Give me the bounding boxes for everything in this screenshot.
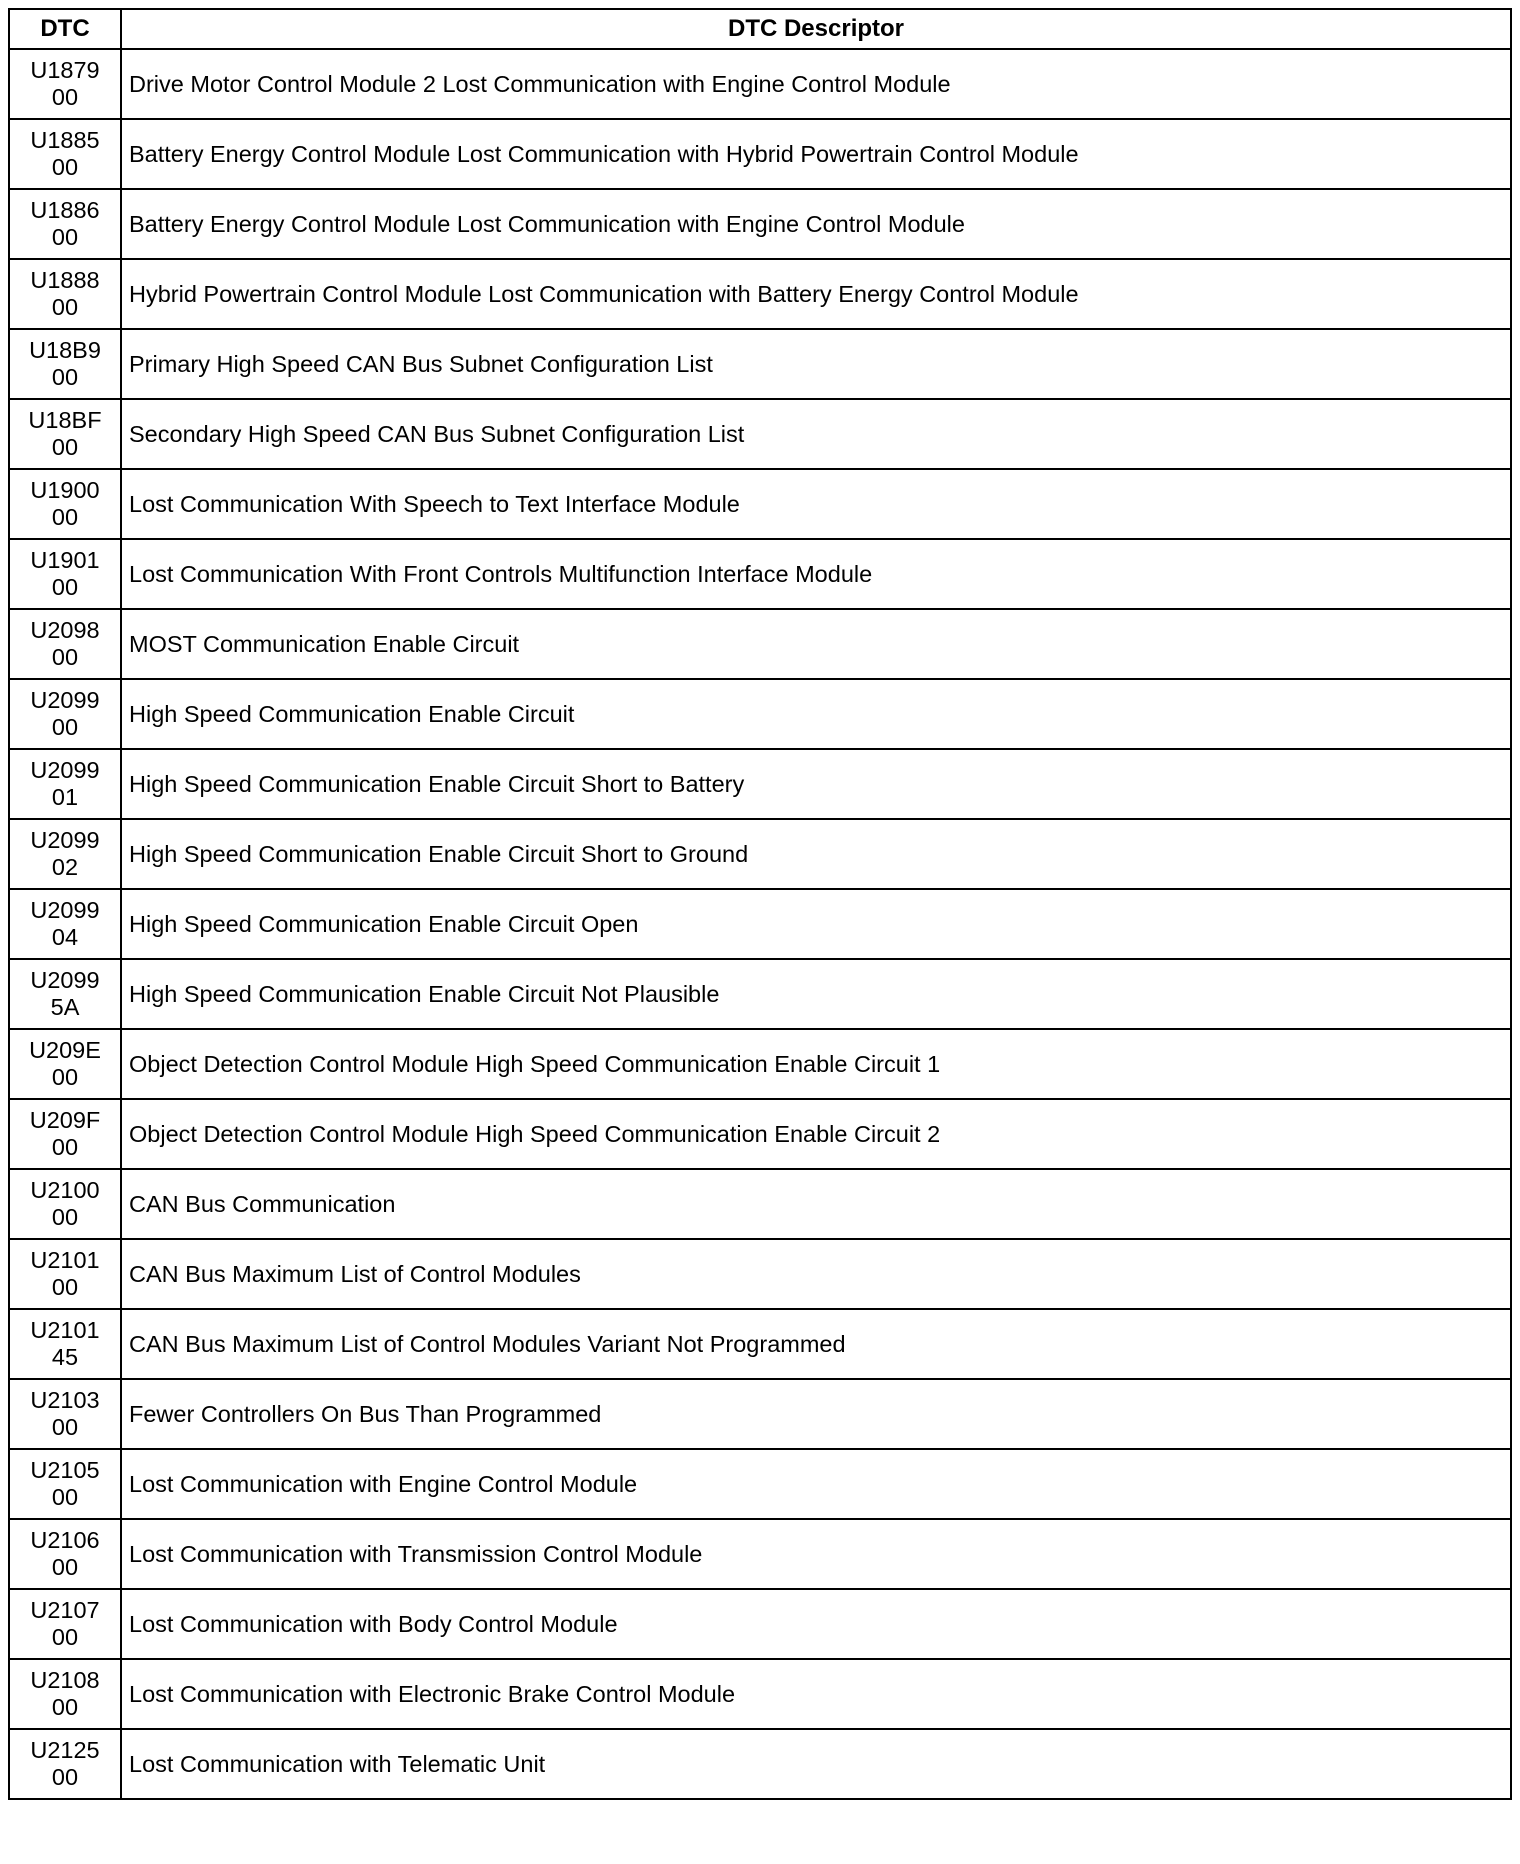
dtc-table	[8, 8, 1512, 1800]
dtc-descriptor: Lost Communication with Engine Control Module	[121, 1449, 1511, 1519]
dtc-descriptor: CAN Bus Maximum List of Control Modules Variant Not Programmed	[121, 1309, 1511, 1379]
dtc-symptom-byte: 00	[51, 1484, 79, 1510]
dtc-cell	[9, 1239, 121, 1309]
dtc-descriptor: Battery Energy Control Module Lost Communication with Engine Control Module	[121, 189, 1511, 259]
dtc-code: U2099	[30, 897, 100, 923]
dtc-cell	[9, 329, 121, 399]
dtc-descriptor: Object Detection Control Module High Speed Communication Enable Circuit 2	[121, 1099, 1511, 1169]
table-row	[9, 1449, 1511, 1519]
dtc-code: U2105	[30, 1457, 100, 1483]
dtc-descriptor: Object Detection Control Module High Speed Communication Enable Circuit 1	[121, 1029, 1511, 1099]
dtc-cell	[9, 1729, 121, 1799]
dtc-symptom-byte: 00	[51, 714, 79, 740]
dtc-cell	[9, 49, 121, 119]
table-row	[9, 819, 1511, 889]
dtc-code: U209F	[29, 1107, 101, 1133]
dtc-symptom-byte: 00	[51, 1624, 79, 1650]
dtc-descriptor: High Speed Communication Enable Circuit Open	[121, 889, 1511, 959]
dtc-code: U18B9	[29, 337, 101, 363]
dtc-descriptor: Secondary High Speed CAN Bus Subnet Configuration List	[121, 399, 1511, 469]
dtc-code: U2100	[30, 1177, 100, 1203]
dtc-descriptor: High Speed Communication Enable Circuit Short to Battery	[121, 749, 1511, 819]
dtc-symptom-byte: 02	[51, 854, 79, 880]
dtc-symptom-byte: 00	[51, 1064, 79, 1090]
dtc-code: U2099	[30, 967, 100, 993]
dtc-cell	[9, 189, 121, 259]
dtc-descriptor: Drive Motor Control Module 2 Lost Communication with Engine Control Module	[121, 49, 1511, 119]
dtc-code: U18BF	[28, 407, 102, 433]
dtc-descriptor: CAN Bus Maximum List of Control Modules	[121, 1239, 1511, 1309]
dtc-cell	[9, 259, 121, 329]
dtc-code: U209E	[29, 1037, 101, 1063]
dtc-code: U2099	[30, 757, 100, 783]
dtc-symptom-byte: 00	[51, 434, 79, 460]
dtc-cell	[9, 1659, 121, 1729]
dtc-code: U2107	[30, 1597, 100, 1623]
dtc-code: U2103	[30, 1387, 100, 1413]
dtc-symptom-byte: 00	[51, 644, 79, 670]
dtc-code: U1879	[30, 57, 100, 83]
dtc-descriptor: High Speed Communication Enable Circuit	[121, 679, 1511, 749]
table-row	[9, 329, 1511, 399]
dtc-code: U2125	[30, 1737, 100, 1763]
table-body	[9, 49, 1511, 1799]
dtc-symptom-byte: 00	[51, 1274, 79, 1300]
table-row	[9, 1729, 1511, 1799]
dtc-symptom-byte: 00	[51, 1554, 79, 1580]
table-row	[9, 1029, 1511, 1099]
dtc-descriptor: High Speed Communication Enable Circuit Not Plausible	[121, 959, 1511, 1029]
dtc-code: U2099	[30, 827, 100, 853]
dtc-descriptor: CAN Bus Communication	[121, 1169, 1511, 1239]
table-row	[9, 1309, 1511, 1379]
dtc-symptom-byte: 00	[51, 574, 79, 600]
dtc-cell	[9, 959, 121, 1029]
dtc-code: U1901	[30, 547, 100, 573]
dtc-descriptor: Lost Communication with Electronic Brake Control Module	[121, 1659, 1511, 1729]
dtc-cell	[9, 1169, 121, 1239]
dtc-code: U2101	[30, 1247, 100, 1273]
table-row	[9, 1169, 1511, 1239]
dtc-descriptor: Hybrid Powertrain Control Module Lost Communication with Battery Energy Control Module	[121, 259, 1511, 329]
dtc-code: U1888	[30, 267, 100, 293]
dtc-cell	[9, 1449, 121, 1519]
dtc-code: U2101	[30, 1317, 100, 1343]
header-dtc: DTC	[9, 9, 121, 49]
dtc-cell	[9, 1099, 121, 1169]
table-row	[9, 189, 1511, 259]
dtc-symptom-byte: 00	[51, 154, 79, 180]
dtc-symptom-byte: 04	[51, 924, 79, 950]
dtc-cell	[9, 749, 121, 819]
dtc-cell	[9, 819, 121, 889]
header-dtc-descriptor: DTC Descriptor	[121, 9, 1511, 49]
table-row	[9, 1659, 1511, 1729]
table-row	[9, 469, 1511, 539]
dtc-descriptor: Lost Communication with Telematic Unit	[121, 1729, 1511, 1799]
dtc-descriptor: MOST Communication Enable Circuit	[121, 609, 1511, 679]
dtc-symptom-byte: 5A	[50, 994, 80, 1020]
dtc-descriptor: Lost Communication With Speech to Text Interface Module	[121, 469, 1511, 539]
dtc-code: U2106	[30, 1527, 100, 1553]
dtc-symptom-byte: 00	[51, 1134, 79, 1160]
dtc-symptom-byte: 00	[51, 224, 79, 250]
dtc-cell	[9, 1379, 121, 1449]
table-row	[9, 749, 1511, 819]
table-row	[9, 1519, 1511, 1589]
dtc-symptom-byte: 00	[51, 1204, 79, 1230]
dtc-symptom-byte: 00	[51, 294, 79, 320]
table-row	[9, 539, 1511, 609]
dtc-symptom-byte: 00	[51, 364, 79, 390]
dtc-descriptor: High Speed Communication Enable Circuit Short to Ground	[121, 819, 1511, 889]
dtc-descriptor: Fewer Controllers On Bus Than Programmed	[121, 1379, 1511, 1449]
dtc-descriptor: Lost Communication with Body Control Module	[121, 1589, 1511, 1659]
dtc-symptom-byte: 00	[51, 504, 79, 530]
table-row	[9, 1239, 1511, 1309]
dtc-symptom-byte: 00	[51, 84, 79, 110]
dtc-code: U1885	[30, 127, 100, 153]
dtc-descriptor: Battery Energy Control Module Lost Communication with Hybrid Powertrain Control Module	[121, 119, 1511, 189]
dtc-symptom-byte: 00	[51, 1694, 79, 1720]
dtc-cell	[9, 399, 121, 469]
table-row	[9, 259, 1511, 329]
dtc-cell	[9, 1519, 121, 1589]
dtc-cell	[9, 679, 121, 749]
table-row	[9, 1099, 1511, 1169]
dtc-symptom-byte: 01	[51, 784, 79, 810]
dtc-code: U1886	[30, 197, 100, 223]
dtc-code: U1900	[30, 477, 100, 503]
dtc-symptom-byte: 00	[51, 1414, 79, 1440]
table-row	[9, 399, 1511, 469]
dtc-code: U2108	[30, 1667, 100, 1693]
table-row	[9, 609, 1511, 679]
dtc-code: U2099	[30, 687, 100, 713]
dtc-symptom-byte: 00	[51, 1764, 79, 1790]
table-header-row	[9, 9, 1511, 49]
dtc-cell	[9, 469, 121, 539]
table-row	[9, 889, 1511, 959]
table-row	[9, 1589, 1511, 1659]
table-row	[9, 679, 1511, 749]
table-row	[9, 959, 1511, 1029]
dtc-descriptor: Primary High Speed CAN Bus Subnet Configuration List	[121, 329, 1511, 399]
dtc-cell	[9, 1029, 121, 1099]
dtc-cell	[9, 539, 121, 609]
table-row	[9, 49, 1511, 119]
dtc-cell	[9, 1309, 121, 1379]
dtc-cell	[9, 889, 121, 959]
dtc-cell	[9, 119, 121, 189]
dtc-code: U2098	[30, 617, 100, 643]
dtc-cell	[9, 609, 121, 679]
dtc-descriptor: Lost Communication with Transmission Control Module	[121, 1519, 1511, 1589]
dtc-descriptor: Lost Communication With Front Controls Multifunction Interface Module	[121, 539, 1511, 609]
table-row	[9, 119, 1511, 189]
dtc-symptom-byte: 45	[51, 1344, 79, 1370]
table-row	[9, 1379, 1511, 1449]
dtc-cell	[9, 1589, 121, 1659]
